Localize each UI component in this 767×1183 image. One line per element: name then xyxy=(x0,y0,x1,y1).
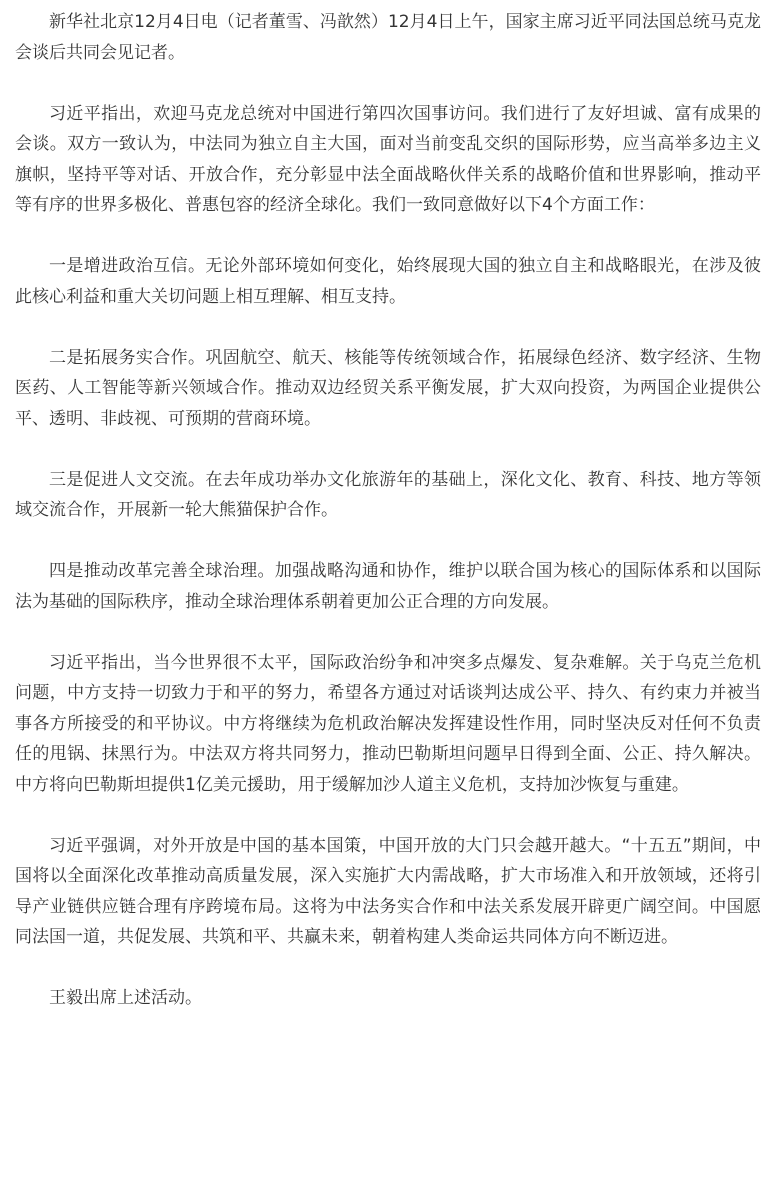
paragraph-world-situation: 习近平指出，当今世界很不太平，国际政治纷争和冲突多点爆发、复杂难解。关于乌克兰危机问题，中方支持一切致力于和平的努力，希望各方通过对话谈判达成公平、持久、有约束力并被当事各方所接受的和平协议。中方将继续为危机政治解决发挥建设性作用，同时坚决反对任何不负责任的甩锅、抹黑行为。中法双方将共同努力，推动巴勒斯坦问题早日得到全面、公正、持久解决。中方将向巴勒斯坦提供1亿美元援助，用于缓解加沙人道主义危机，支持加沙恢复与重建。 xyxy=(15,652,761,795)
paragraph-attendance: 王毅出席上述活动。 xyxy=(49,988,202,1008)
paragraph-political-trust: 一是增进政治互信。无论外部环境如何变化，始终展现大国的独立自主和战略眼光，在涉及彼此核心利益和重大关切问题上相互理解、相互支持。 xyxy=(15,256,761,307)
paragraph-dateline: 新华社北京12月4日电（记者董雪、冯歆然）12月4日上午，国家主席习近平同法国总统马克龙会谈后共同会见记者。 xyxy=(15,12,761,63)
paragraph-practical-cooperation: 二是拓展务实合作。巩固航空、航天、核能等传统领域合作，拓展绿色经济、数字经济、生物医药、人工智能等新兴领域合作。推动双边经贸关系平衡发展，扩大双向投资，为两国企业提供公平、透明、非歧视、可预期的营商环境。 xyxy=(15,347,761,429)
paragraph-global-governance: 四是推动改革完善全球治理。加强战略沟通和协作，维护以联合国为核心的国际体系和以国际法为基础的国际秩序，推动全球治理体系朝着更加公正合理的方向发展。 xyxy=(15,561,761,612)
paragraph-people-exchange: 三是促进人文交流。在去年成功举办文化旅游年的基础上，深化文化、教育、科技、地方等领域交流合作，开展新一轮大熊猫保护合作。 xyxy=(15,469,761,520)
paragraph-welcome: 习近平指出，欢迎马克龙总统对中国进行第四次国事访问。我们进行了友好坦诚、富有成果的会谈。双方一致认为，中法同为独立自主大国，面对当前变乱交织的国际形势，应当高举多边主义旗帜，坚持平等对话、开放合作，充分彰显中法全面战略伙伴关系的战略价值和世界影响，推动平等有序的世界多极化、普惠包容的经济全球化。我们一致同意做好以下4个方面工作： xyxy=(15,103,761,215)
paragraph-opening-up: 习近平强调，对外开放是中国的基本国策，中国开放的大门只会越开越大。“十五五”期间，中国将以全面深化改革推动高质量发展，深入实施扩大内需战略，扩大市场准入和开放领域，还将引导产业链供应链合理有序跨境布局。这将为中法务实合作和中法关系发展开辟更广阔空间。中国愿同法国一道，共促发展、共筑和平、共赢未来，朝着构建人类命运共同体方向不断迈进。 xyxy=(15,835,761,947)
